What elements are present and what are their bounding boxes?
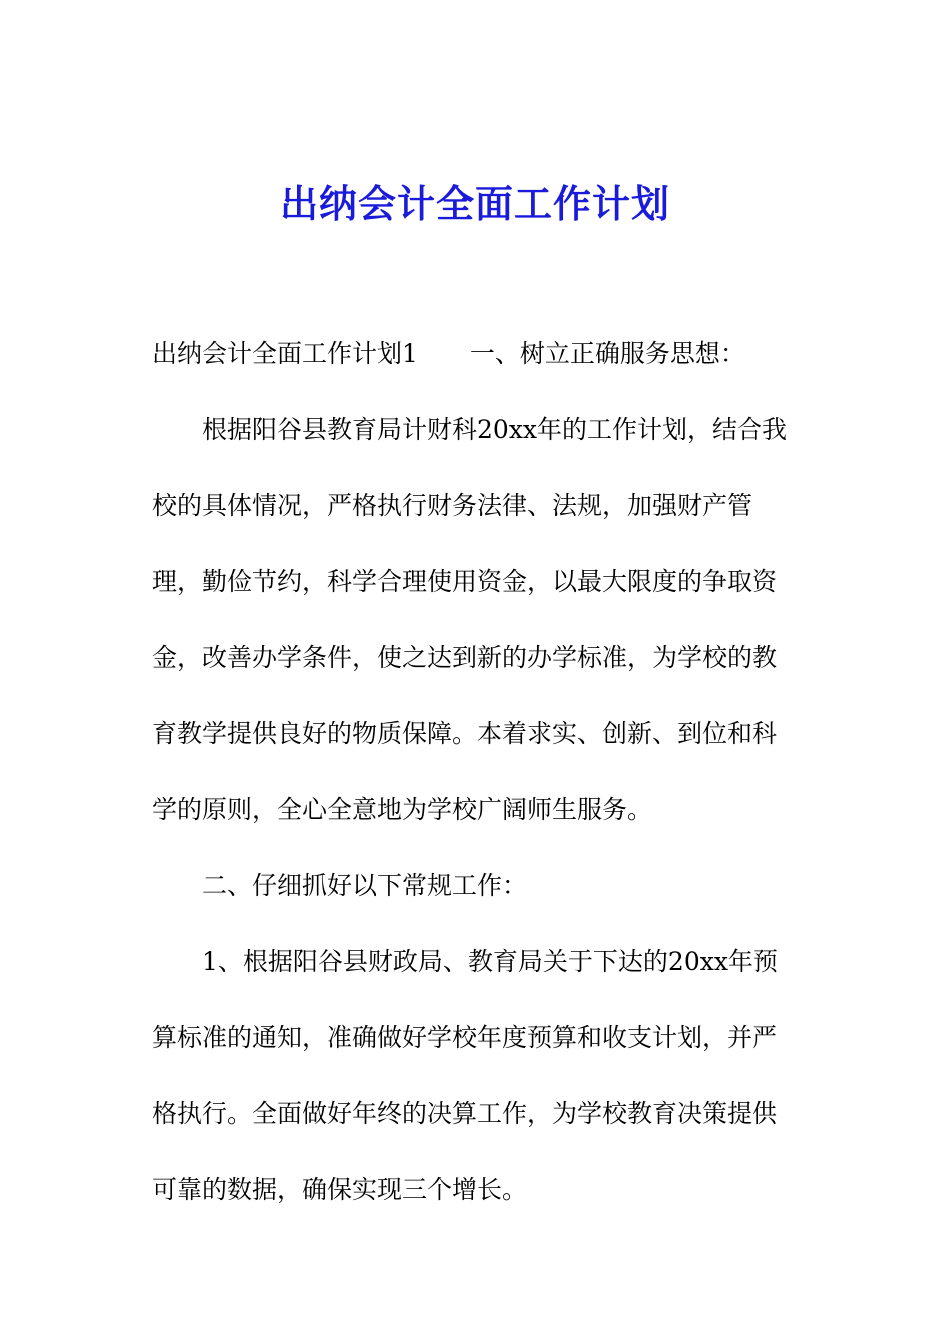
paragraph-2-line: 1、根据阳谷县财政局、教育局关于下达的20xx年预: [202, 947, 778, 976]
paragraph-2-line: 算标准的通知，准确做好学校年度预算和收支计划，并严: [152, 1023, 778, 1052]
paragraph-1-line: 校的具体情况，严格执行财务法律、法规，加强财产管: [152, 491, 753, 520]
document-title: 出纳会计全面工作计划: [279, 182, 670, 226]
plan-heading: 出纳会计全面工作计划1: [152, 339, 418, 368]
section-1-heading: 一、树立正确服务思想：: [469, 339, 745, 368]
paragraph-1: [152, 411, 802, 829]
paragraph-1-line: 学的原则，全心全意地为学校广阔师生服务。: [152, 795, 653, 824]
paragraph-1-line: 根据阳谷县教育局计财科20xx年的工作计划，结合我: [202, 415, 788, 444]
section-2-heading: 二、仔细抓好以下常规工作：: [202, 871, 528, 900]
paragraph-1-line: 育教学提供良好的物质保障。本着求实、创新、到位和科: [152, 719, 778, 748]
paragraph-1-line: 金，改善办学条件，使之达到新的办学标准，为学校的教: [152, 643, 778, 672]
paragraph-2: [152, 943, 802, 1209]
paragraph-2-line: 可靠的数据，确保实现三个增长。: [152, 1175, 528, 1204]
document-body: [152, 335, 802, 1247]
paragraph-2-line: 格执行。全面做好年终的决算工作，为学校教育决策提供: [152, 1099, 778, 1128]
first-line: [152, 335, 802, 373]
paragraph-1-line: 理，勤俭节约，科学合理使用资金，以最大限度的争取资: [152, 567, 778, 596]
